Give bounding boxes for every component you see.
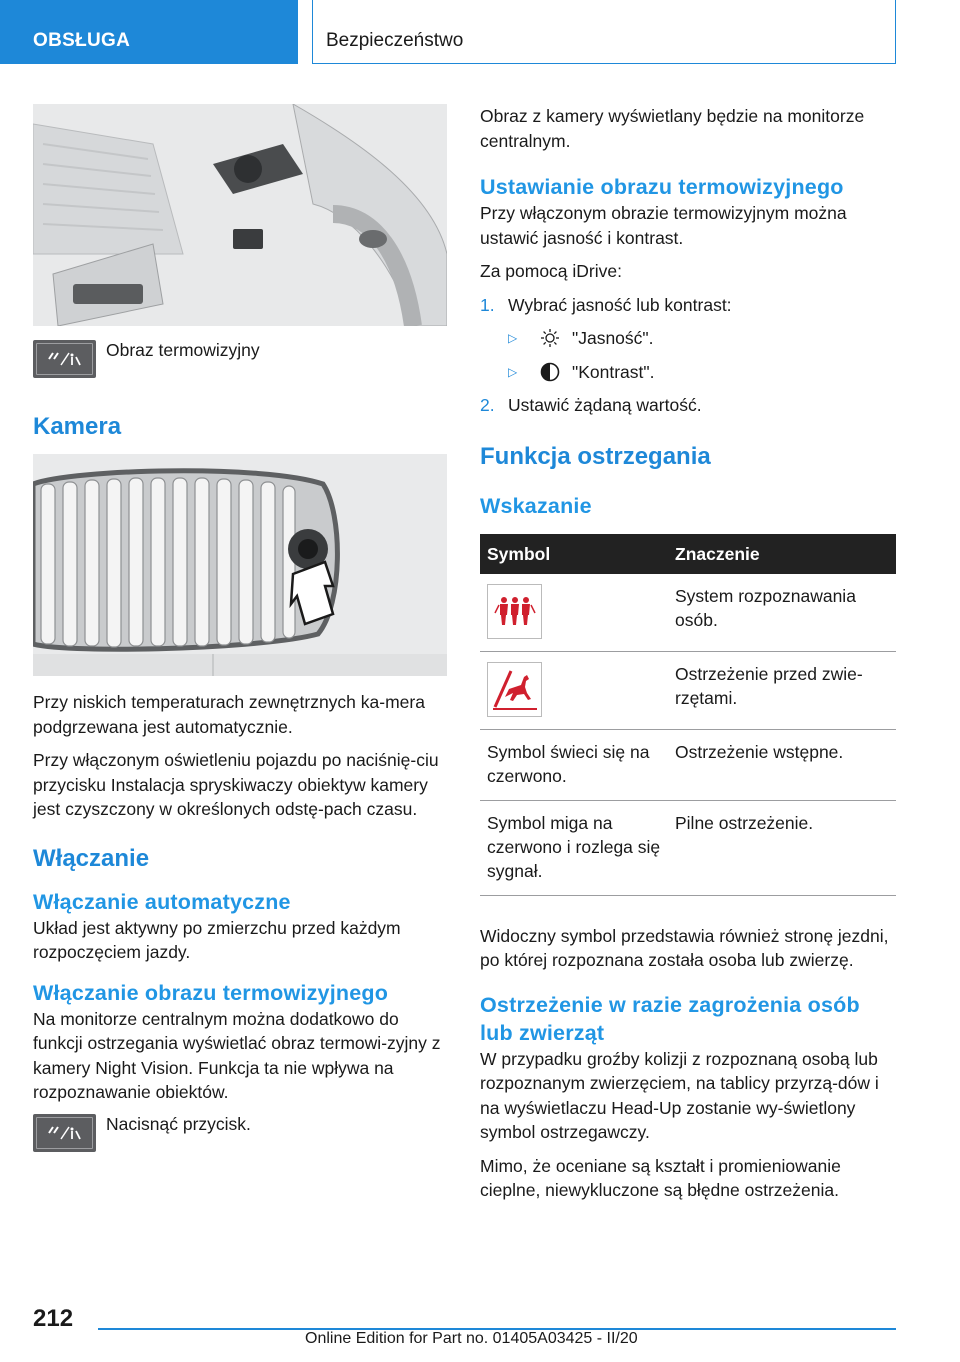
header-topic-label: Bezpieczeństwo bbox=[326, 30, 464, 51]
paragraph-ostrzezenie-1: W przypadku groźby kolizji z rozpoznaną osobą lub rozpoznanym zwierzęciem, na tablicy przyrzą-dów i na wyświetlaczu Head-Up zostanie wy-świetlony symbol ostrzegawczy. bbox=[480, 1048, 879, 1142]
contrast-icon bbox=[540, 362, 564, 382]
paragraph-idrive: Za pomocą iDrive: bbox=[480, 261, 622, 281]
night-vision-button-icon bbox=[33, 1114, 96, 1152]
step-2: 2. Ustawić żądaną wartość. bbox=[480, 395, 702, 415]
thermal-button-row bbox=[33, 340, 447, 378]
symbol-cell: Symbol miga na czerwono i rozlega się sygnał. bbox=[480, 800, 668, 895]
header-section-label: OBSŁUGA bbox=[33, 30, 131, 51]
right-column bbox=[480, 104, 896, 1212]
table-row bbox=[480, 651, 896, 729]
persons-warning-icon bbox=[487, 584, 542, 639]
heading-ostrzezenie: Ostrzeżenie w razie zagrożenia osób lub zwierząt bbox=[480, 992, 860, 1045]
press-button-label: Nacisnąć przycisk. bbox=[106, 1113, 251, 1134]
heading-wlaczanie: Włączanie bbox=[33, 844, 150, 872]
paragraph-widoczny: Widoczny symbol przedstawia również stronę jezdni, po której rozpoznana została osoba lub zwierzę. bbox=[480, 925, 889, 970]
meaning-cell: Ostrzeżenie przed zwie-rzętami. bbox=[668, 651, 896, 729]
triangle-bullet-icon: ▷ bbox=[508, 364, 518, 379]
dashboard-photo bbox=[33, 104, 447, 326]
paragraph-auto: Układ jest aktywny po zmierzchu przed każdym rozpoczęciem jazdy. bbox=[33, 917, 401, 962]
table-row bbox=[480, 574, 896, 652]
paragraph-ustawianie: Przy włączonym obrazie termowizyjnym można ustawić jasność i kontrast. bbox=[480, 203, 847, 248]
table-row bbox=[480, 729, 896, 800]
paragraph-ostrzezenie-2: Mimo, że oceniane są kształt i promieniowanie cieplne, niewykluczone są błędne ostrzeżenia. bbox=[480, 1155, 841, 1200]
heading-wskazanie: Wskazanie bbox=[480, 493, 592, 518]
header-topic-tab bbox=[312, 0, 896, 64]
heading-wlaczanie-automatyczne: Włączanie automatyczne bbox=[33, 889, 291, 914]
header-section-tab bbox=[0, 0, 298, 64]
thermal-caption: Obraz termowizyjny bbox=[106, 340, 260, 360]
sub-step-contrast: ▷ "Kontrast". bbox=[508, 360, 896, 385]
paragraph-obraz: Na monitorze centralnym można dodatkowo do funkcji ostrzegania wyświetlać obraz termowi-zyjny z kamery Night Vision. Funkcja ta nie wpływa na rozpoznawanie obiektów. bbox=[33, 1008, 441, 1102]
heading-kamera: Kamera bbox=[33, 413, 122, 440]
heading-wlaczanie-obrazu: Włączanie obrazu termowizyjnego bbox=[33, 980, 389, 1005]
symbol-cell bbox=[480, 574, 668, 652]
grille-photo bbox=[33, 454, 447, 676]
left-column bbox=[33, 104, 447, 1152]
symbol-table-header-meaning: Znaczenie bbox=[668, 534, 896, 574]
page-number: 212 bbox=[33, 1305, 74, 1332]
triangle-bullet-icon: ▷ bbox=[508, 331, 518, 345]
table-row bbox=[480, 800, 896, 895]
night-vision-button-icon bbox=[33, 340, 96, 378]
brightness-sun-icon bbox=[540, 328, 564, 348]
step-1: 1. Wybrać jasność lub kontrast: bbox=[480, 294, 732, 315]
heading-funkcja-ostrzegania: Funkcja ostrzegania bbox=[480, 442, 711, 470]
animal-warning-icon bbox=[487, 662, 542, 717]
heading-ustawianie: Ustawianie obrazu termowizyjnego bbox=[480, 175, 844, 199]
paragraph-kamera-heating: Przy niskich temperaturach zewnętrznych ka-mera podgrzewana jest automatycznie. bbox=[33, 692, 425, 737]
meaning-cell: Ostrzeżenie wstępne. bbox=[668, 729, 896, 800]
steps-list bbox=[480, 293, 896, 318]
sub-steps-list bbox=[480, 326, 896, 384]
symbol-table bbox=[480, 534, 896, 896]
symbol-cell: Symbol świeci się na czerwono. bbox=[480, 729, 668, 800]
press-button-row bbox=[33, 1114, 447, 1152]
meaning-cell: System rozpoznawania osób. bbox=[668, 574, 896, 652]
steps-list-2 bbox=[480, 393, 896, 418]
paragraph-kamera-cleaning: Przy włączonym oświetleniu pojazdu po naciśnię-ciu przycisku Instalacja spryskiwaczy obiektyw kamery jest czyszczony w określonych odstę-pach czasu. bbox=[33, 750, 439, 819]
meaning-cell: Pilne ostrzeżenie. bbox=[668, 800, 896, 895]
symbol-cell bbox=[480, 651, 668, 729]
footer-edition: Online Edition for Part no. 01405A03425 - II/20 bbox=[305, 1330, 638, 1347]
symbol-table-header-symbol: Symbol bbox=[480, 534, 668, 574]
paragraph-intro: Obraz z kamery wyświetlany będzie na monitorze centralnym. bbox=[480, 106, 865, 151]
sub-step-brightness: ▷ "Jasność". bbox=[508, 326, 896, 351]
